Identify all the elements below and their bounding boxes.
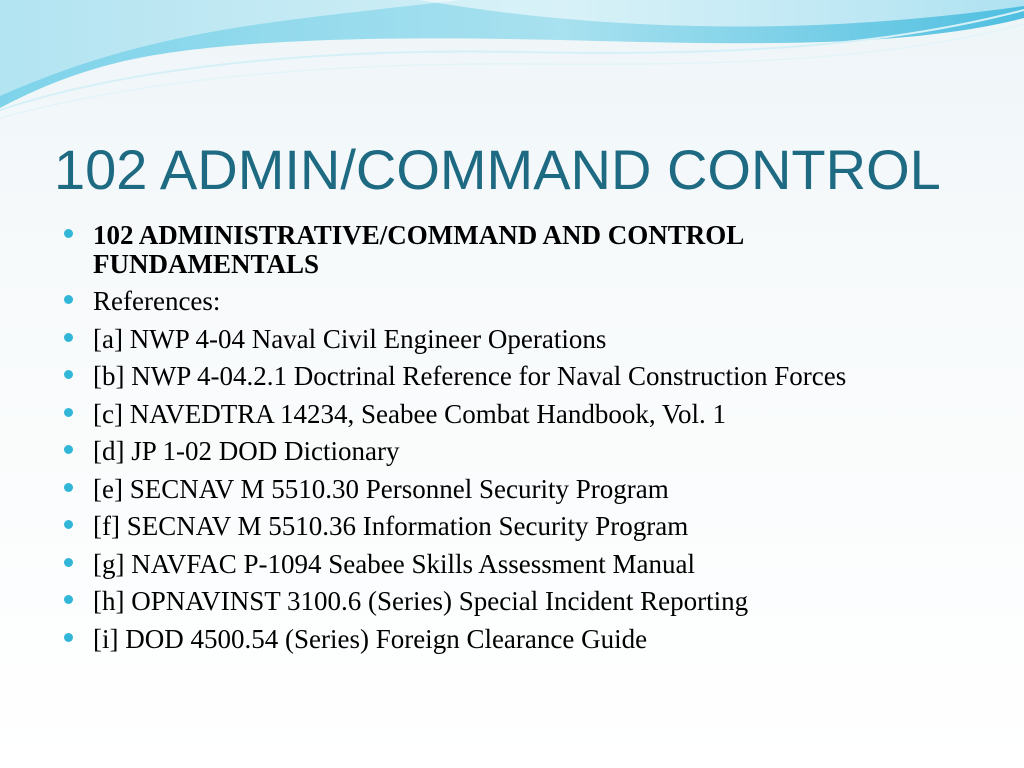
- header-wave-decoration: [0, 0, 1024, 130]
- slide-title: 102 ADMIN/COMMAND CONTROL: [54, 138, 941, 201]
- bullet-text: [e] SECNAV M 5510.30 Personnel Security Program: [93, 473, 669, 504]
- bullet-item: [64, 475, 944, 504]
- bullet-dot-icon: [64, 229, 73, 238]
- bullet-dot-icon: [64, 633, 73, 642]
- bullet-text: [g] NAVFAC P-1094 Seabee Skills Assessment Manual: [93, 548, 695, 579]
- bullet-item: [64, 287, 944, 316]
- bullet-dot-icon: [64, 295, 73, 304]
- bullet-dot-icon: [64, 370, 73, 379]
- bullet-item: [64, 625, 944, 654]
- bullet-list: [64, 221, 944, 662]
- bullet-item: [64, 325, 944, 354]
- bullet-dot-icon: [64, 558, 73, 567]
- bullet-item: [64, 550, 944, 579]
- bullet-text: [b] NWP 4-04.2.1 Doctrinal Reference for Naval Construction Forces: [93, 361, 847, 391]
- bullet-dot-icon: [64, 445, 73, 454]
- bullet-dot-icon: [64, 595, 73, 604]
- bullet-text: 102 ADMINISTRATIVE/COMMAND AND CONTROL FUNDAMENTALS: [93, 220, 743, 279]
- bullet-dot-icon: [64, 408, 73, 417]
- bullet-dot-icon: [64, 520, 73, 529]
- bullet-item: [64, 400, 944, 429]
- bullet-text: [a] NWP 4-04 Naval Civil Engineer Operations: [93, 323, 607, 354]
- bullet-item: [64, 221, 944, 279]
- bullet-item: [64, 512, 944, 541]
- bullet-text: [c] NAVEDTRA 14234, Seabee Combat Handbook, Vol. 1: [93, 398, 726, 429]
- bullet-text: [f] SECNAV M 5510.36 Information Security Program: [93, 511, 689, 541]
- bullet-item: [64, 587, 944, 616]
- bullet-text: [i] DOD 4500.54 (Series) Foreign Clearance Guide: [93, 623, 648, 654]
- bullet-dot-icon: [64, 483, 73, 492]
- bullet-dot-icon: [64, 333, 73, 342]
- bullet-item: [64, 437, 944, 466]
- bullet-text: [h] OPNAVINST 3100.6 (Series) Special Incident Reporting: [93, 586, 749, 616]
- bullet-item: [64, 362, 944, 391]
- bullet-text: References:: [93, 286, 221, 316]
- bullet-text: [d] JP 1-02 DOD Dictionary: [93, 436, 400, 466]
